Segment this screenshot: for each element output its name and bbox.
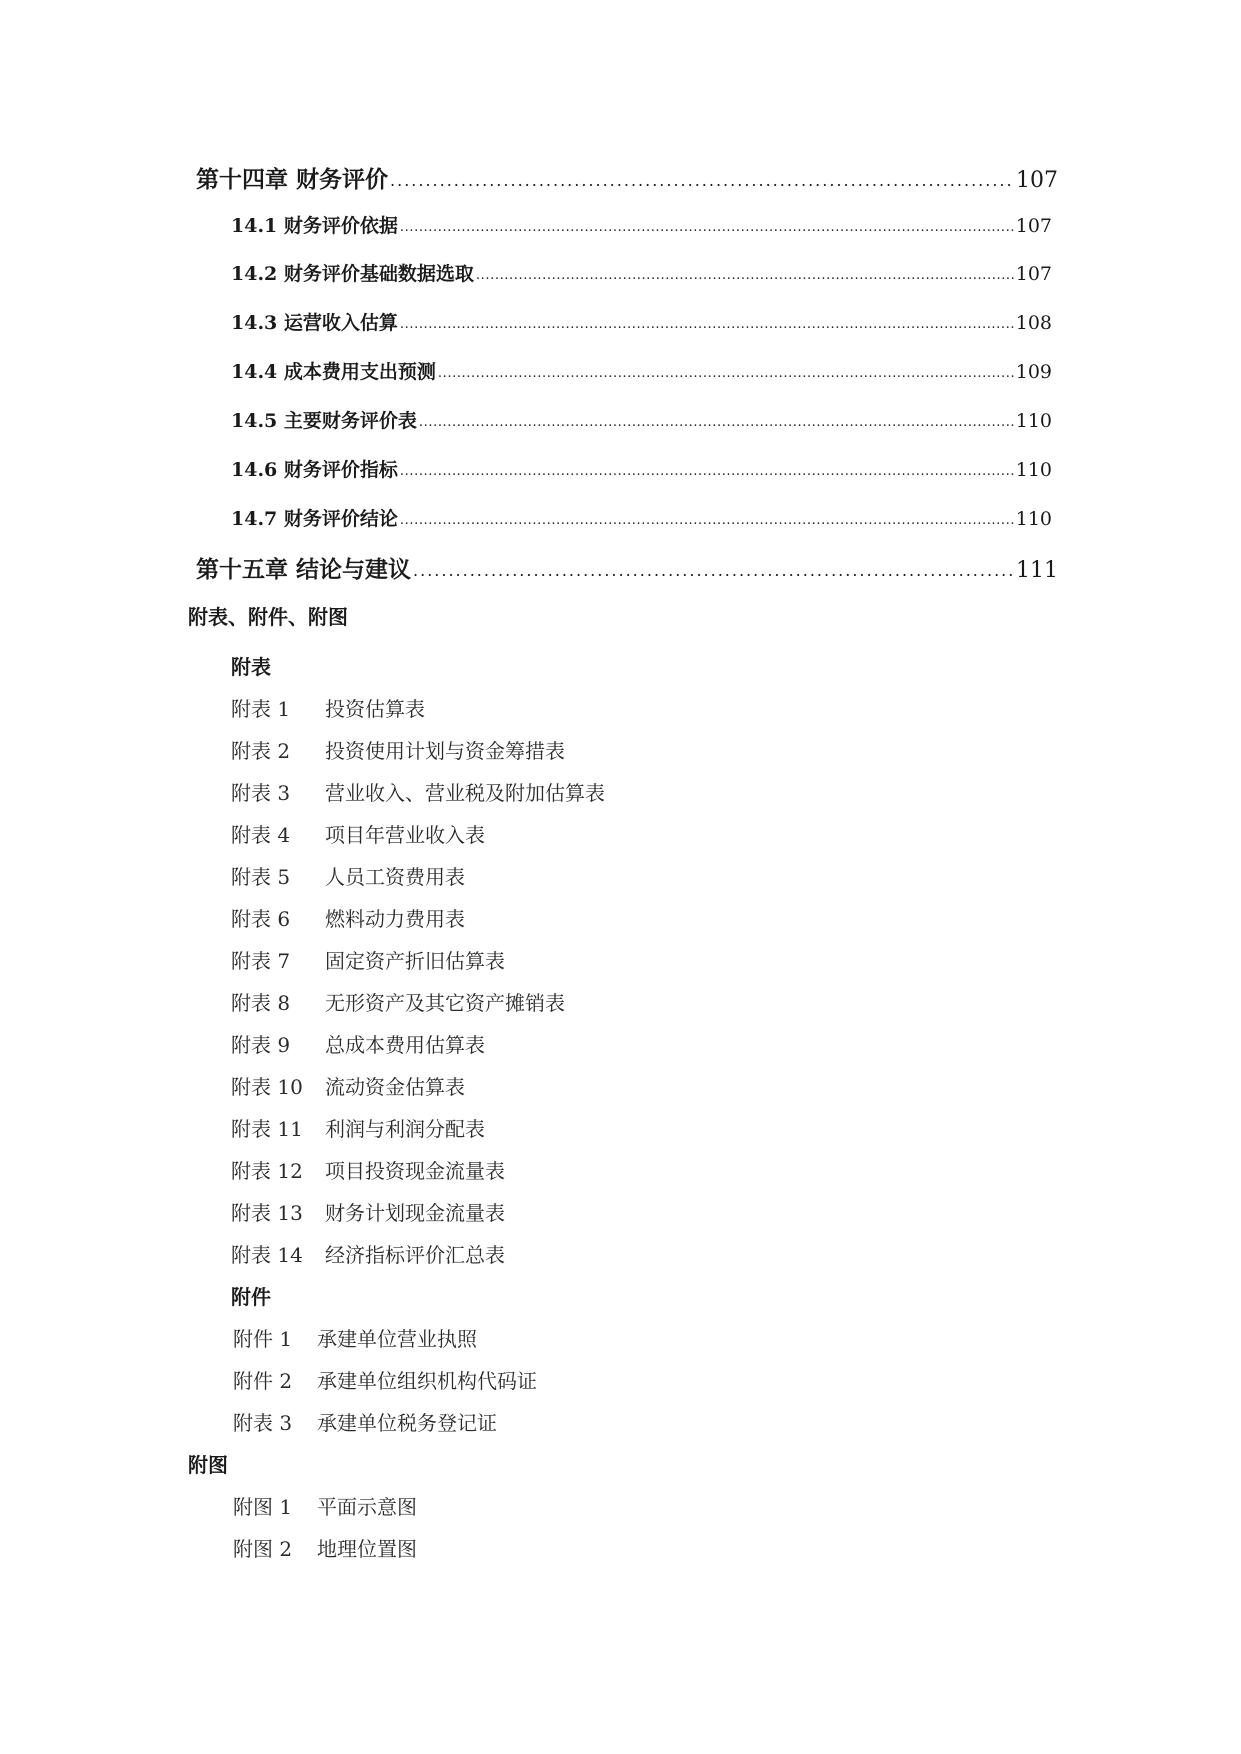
appendix-table-item (231, 735, 565, 764)
item-title: 承建单位组织机构代码证 (317, 1369, 537, 1393)
toc-page-number: 110 (1015, 459, 1052, 481)
item-code: 附图 2 (233, 1537, 293, 1561)
item-code: 附表 12 (231, 1159, 303, 1183)
toc-section-14-7[interactable] (231, 504, 1052, 531)
item-code: 附表 9 (231, 1033, 291, 1057)
toc-page-number: 107 (1015, 215, 1052, 237)
appendix-table-item (231, 693, 425, 722)
toc-leader-dots (419, 415, 1014, 430)
item-code: 附表 8 (231, 991, 291, 1015)
toc-section-14-4[interactable] (231, 357, 1052, 384)
appendix-attachment-item (233, 1407, 497, 1436)
appendix-figure-item (233, 1491, 417, 1520)
toc-section-14-1[interactable] (231, 211, 1052, 238)
toc-leader-dots (400, 464, 1014, 479)
appendix-table-item (231, 1029, 485, 1058)
item-code: 附表 10 (231, 1075, 303, 1099)
item-code: 附表 5 (231, 865, 291, 889)
toc-leader-dots (438, 366, 1014, 381)
item-title: 利润与利润分配表 (325, 1117, 485, 1141)
toc-section-label: 14.1 财务评价依据 (231, 215, 398, 237)
item-title: 营业收入、营业税及附加估算表 (325, 781, 605, 805)
toc-section-14-2[interactable] (231, 259, 1052, 286)
toc-chapter-label: 第十四章 财务评价 (196, 166, 389, 193)
item-title: 地理位置图 (317, 1537, 417, 1561)
appendix-attachments-heading: 附件 (231, 1285, 271, 1309)
item-code: 附图 1 (233, 1495, 293, 1519)
appendix-table-item (231, 819, 485, 848)
item-title: 无形资产及其它资产摊销表 (325, 991, 565, 1015)
appendix-table-item (231, 1239, 505, 1268)
item-title: 承建单位营业执照 (317, 1327, 477, 1351)
toc-section-14-3[interactable] (231, 308, 1052, 335)
toc-leader-dots (400, 317, 1014, 332)
toc-leader-dots (400, 513, 1014, 528)
item-title: 燃料动力费用表 (325, 907, 465, 931)
item-code: 附件 2 (233, 1369, 293, 1393)
toc-leader-dots (413, 561, 1014, 580)
toc-chapter-15[interactable] (196, 551, 1058, 584)
appendix-attachment-item (233, 1365, 537, 1394)
toc-section-label: 14.3 运营收入估算 (231, 312, 398, 334)
toc-page-number: 108 (1015, 312, 1052, 334)
toc-page-number: 110 (1015, 508, 1052, 530)
toc-page-number: 111 (1016, 558, 1058, 583)
toc-section-14-6[interactable] (231, 455, 1052, 482)
appendix-table-item (231, 1113, 485, 1142)
toc-section-label: 14.5 主要财务评价表 (231, 410, 417, 432)
item-title: 平面示意图 (317, 1495, 417, 1519)
item-title: 承建单位税务登记证 (317, 1411, 497, 1435)
appendix-figures-heading: 附图 (188, 1453, 228, 1477)
item-title: 总成本费用估算表 (325, 1033, 485, 1057)
toc-chapter-label: 第十五章 结论与建议 (196, 556, 412, 583)
toc-section-label: 14.6 财务评价指标 (231, 459, 398, 481)
toc-leader-dots (476, 268, 1014, 283)
item-code: 附表 3 (231, 781, 291, 805)
toc-section-label: 14.7 财务评价结论 (231, 508, 398, 530)
appendix-table-item (231, 861, 465, 890)
appendix-table-item (231, 1155, 505, 1184)
toc-page-number: 110 (1015, 410, 1052, 432)
item-code: 附表 14 (231, 1243, 303, 1267)
item-title: 固定资产折旧估算表 (325, 949, 505, 973)
toc-section-label: 14.4 成本费用支出预测 (231, 361, 436, 383)
appendix-attachment-item (233, 1323, 477, 1352)
item-code: 附表 7 (231, 949, 291, 973)
item-code: 附表 2 (231, 739, 291, 763)
item-title: 经济指标评价汇总表 (325, 1243, 505, 1267)
item-code: 附表 6 (231, 907, 291, 931)
toc-chapter-14[interactable] (196, 161, 1058, 194)
item-title: 流动资金估算表 (325, 1075, 465, 1099)
appendix-table-item (231, 987, 565, 1016)
appendix-table-item (231, 903, 465, 932)
item-title: 投资估算表 (325, 697, 425, 721)
item-code: 附表 11 (231, 1117, 303, 1141)
item-code: 附表 3 (233, 1411, 293, 1435)
item-code: 附表 1 (231, 697, 291, 721)
toc-page-number: 109 (1015, 361, 1052, 383)
toc-section-label: 14.2 财务评价基础数据选取 (231, 263, 474, 285)
appendix-table-item (231, 1071, 465, 1100)
toc-leader-dots (390, 171, 1014, 190)
item-title: 人员工资费用表 (325, 865, 465, 889)
toc-section-14-5[interactable] (231, 406, 1052, 433)
item-title: 投资使用计划与资金筹措表 (325, 739, 565, 763)
item-code: 附表 13 (231, 1201, 303, 1225)
appendix-tables-heading: 附表 (231, 655, 271, 679)
item-title: 项目年营业收入表 (325, 823, 485, 847)
toc-leader-dots (400, 220, 1014, 235)
item-title: 项目投资现金流量表 (325, 1159, 505, 1183)
toc-page-number: 107 (1015, 263, 1052, 285)
item-code: 附表 4 (231, 823, 291, 847)
appendix-table-item (231, 945, 505, 974)
appendix-heading: 附表、附件、附图 (188, 605, 348, 629)
appendix-table-item (231, 777, 605, 806)
appendix-figure-item (233, 1533, 417, 1562)
toc-page-number: 107 (1016, 168, 1058, 193)
item-title: 财务计划现金流量表 (325, 1201, 505, 1225)
item-code: 附件 1 (233, 1327, 293, 1351)
appendix-table-item (231, 1197, 505, 1226)
